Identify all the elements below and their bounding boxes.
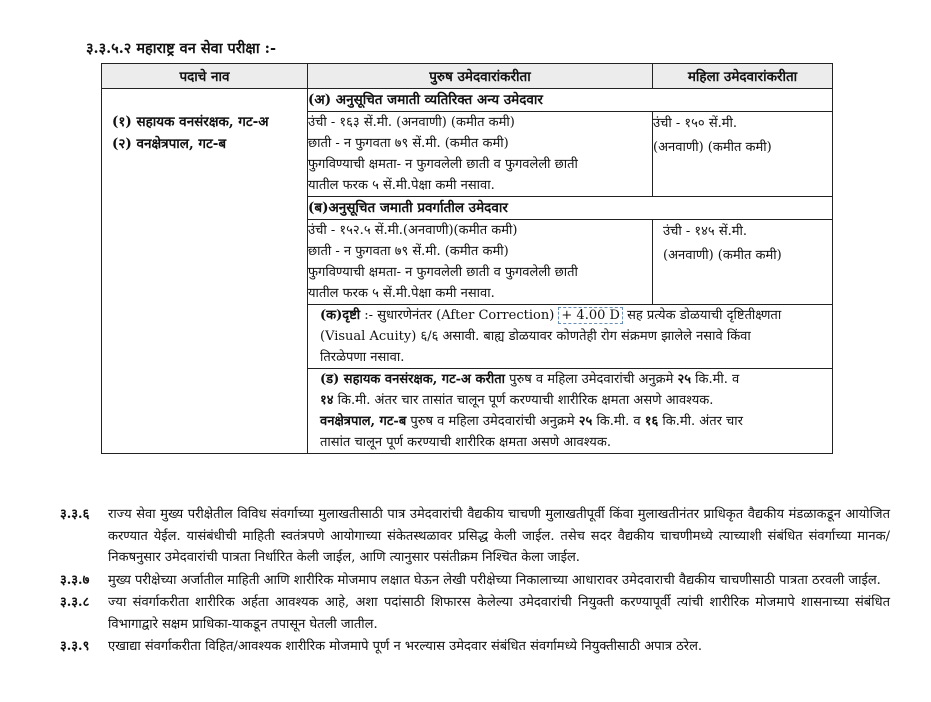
text-line: उंची - १४५ सें.मी. [663,224,748,239]
section-b-female [653,220,833,305]
post-2: (२) वनक्षेत्रपाल, गट-ब [112,136,227,152]
section-c-vision [308,305,833,369]
note-text: ज्या संवर्गाकरीता शारीरिक अर्हता आवश्यक आहे, अशा पदांसाठी शिफारस केलेल्या उमेदवारांची नियुक्ती करण्यापूर्वी त्यांची शारीरिक मोजमापे शासनाच्या संबंधित विभागाद्वारे सक्षम प्राधिका-याकडून तपासून घेतली जातील. [108,595,890,632]
section-a-title: (अ) अनुसूचित जमाती व्यतिरिक्त अन्य उमेदवार [308,89,833,112]
note-number: ३.३.७ [60,572,90,588]
note-item [60,504,890,569]
distance-value: २५ [677,372,692,387]
section-a-female [653,112,833,197]
text-line: तासांत चालून पूर्ण करण्याची शारीरिक क्षमता असणे आवश्यक. [320,435,611,450]
text-line: उंची - १५२.५ सें.मी.(अनवाणी)(कमीत कमी) [308,223,518,238]
note-text: एखाद्या संवर्गाकरीता विहित/आवश्यक शारीरिक मोजमापे पूर्ण न भरल्यास उमेदवार संबंधित संवर्गामध्ये नियुक्तीसाठी अपात्र ठरेल. [108,639,703,654]
text-line: तिरळेपणा नसावा. [320,350,405,365]
note-number: ३.३.६ [60,507,90,522]
text-span: कि.मी. अंतर चार तासांत चालून पूर्ण करण्याची शारीरिक क्षमता असणे आवश्यक. [333,393,714,408]
section-heading: ३.३.५.२ महाराष्ट्र वन सेवा परीक्षा :- [86,40,276,57]
section-a-male [308,112,653,197]
text-line: यातील फरक ५ सें.मी.पेक्षा कमी नसावा. [308,178,495,193]
text-line: छाती - न फुगवता ७९ सें.मी. (कमीत कमी) [308,244,509,259]
lens-power: + 4.00 D [558,307,623,324]
note-item [60,592,890,635]
note-text: राज्य सेवा मुख्य परीक्षेतील विविध संवर्गाच्या मुलाखतीसाठी पात्र उमेदवारांची वैद्यकीय चाचणी मुलाखतीपूर्वी किंवा मुलाखतीनंतर प्राधिकृत वैद्यकीय मंडळाकडून आयोजित करण्यात येईल. यासंबंधीची माहिती स्वतंत्रपणे आयोगाच्या संकेतस्थळावर प्रसिद्ध केली जाईल. तसेच सदर वैद्यकीय चाचणीमध्ये त्याच्याशी संबंधित संवर्गाच्या मानक/निकषनुसार उमेदवारांची पात्रता निर्धारित केली जाईल, आणि त्यानुसार पसंतीक्रम निश्चित केला जाईल. [108,507,890,565]
text-line: (अनवाणी) (कमीत कमी) [663,248,782,263]
section-b-male [308,220,653,305]
text-span: कि.मी. व [592,414,645,429]
notes-list [60,504,890,659]
acf-label: (ड) सहायक वनसंरक्षक, गट-अ करीता [320,372,505,387]
text-line: (Visual Acuity) ६/६ असावी. बाह्य डोळयावर कोणतेही रोग संक्रमण झालेले नसावे किंवा [320,329,751,344]
header-male: पुरुष उमेदवारांकरीता [308,64,653,89]
distance-value: १६ [644,414,659,429]
distance-value: २५ [578,414,593,429]
text-line: (अनवाणी) (कमीत कमी) [653,140,772,155]
note-item [60,636,890,658]
section-d-walking [308,369,833,454]
text-span: कि.मी. व [691,372,740,387]
text-line: फुगविण्याची क्षमता- न फुगवलेली छाती व फुगवलेली छाती [308,265,578,280]
section-b-title: (ब)अनुसूचित जमाती प्रवर्गातील उमेदवार [308,197,833,220]
post-1: (१) सहायक वनसंरक्षक, गट-अ [112,114,269,130]
distance-value: १४ [320,393,334,408]
note-item [60,570,890,592]
posts-cell [102,89,308,454]
text-span: सह प्रत्येक डोळयाची दृष्टितीक्ष्णता [622,308,782,323]
physical-standards-table [101,63,833,454]
note-text: मुख्य परीक्षेच्या अर्जातील माहिती आणि शारीरिक मोजमाप लक्षात घेऊन लेखी परीक्षेच्या निकालाच्या आधारावर उमेदवाराची वैद्यकीय चाचणीसाठी पात्रता ठरवली जाईल. [108,572,881,588]
text-span: पुरुष व महिला उमेदवारांची अनुक्रमे [504,372,678,387]
text-line: यातील फरक ५ सें.मी.पेक्षा कमी नसावा. [308,286,495,301]
table-header-row [102,64,833,89]
text-line: छाती - न फुगवता ७९ सें.मी. (कमीत कमी) [308,136,509,151]
vision-label: (क)दृष्टी [320,308,361,323]
header-female: महिला उमेदवारांकरीता [653,64,833,89]
text-line: उंची - १५० सें.मी. [653,116,738,131]
rfo-label: वनक्षेत्रपाल, गट-ब [320,414,407,429]
text-span: पुरुष व महिला उमेदवारांची अनुक्रमे [406,414,579,429]
text-line: फुगविण्याची क्षमता- न फुगवलेली छाती व फुगवलेली छाती [308,157,578,172]
note-number: ३.३.९ [60,639,90,654]
header-post-name: पदाचे नाव [102,64,308,89]
note-number: ३.३.८ [60,595,90,610]
text-span: कि.मी. अंतर चार [658,414,743,429]
text-span: :- सुधारणेनंतर (After Correction) [360,308,559,323]
text-line: उंची - १६३ सें.मी. (अनवाणी) (कमीत कमी) [308,115,515,130]
